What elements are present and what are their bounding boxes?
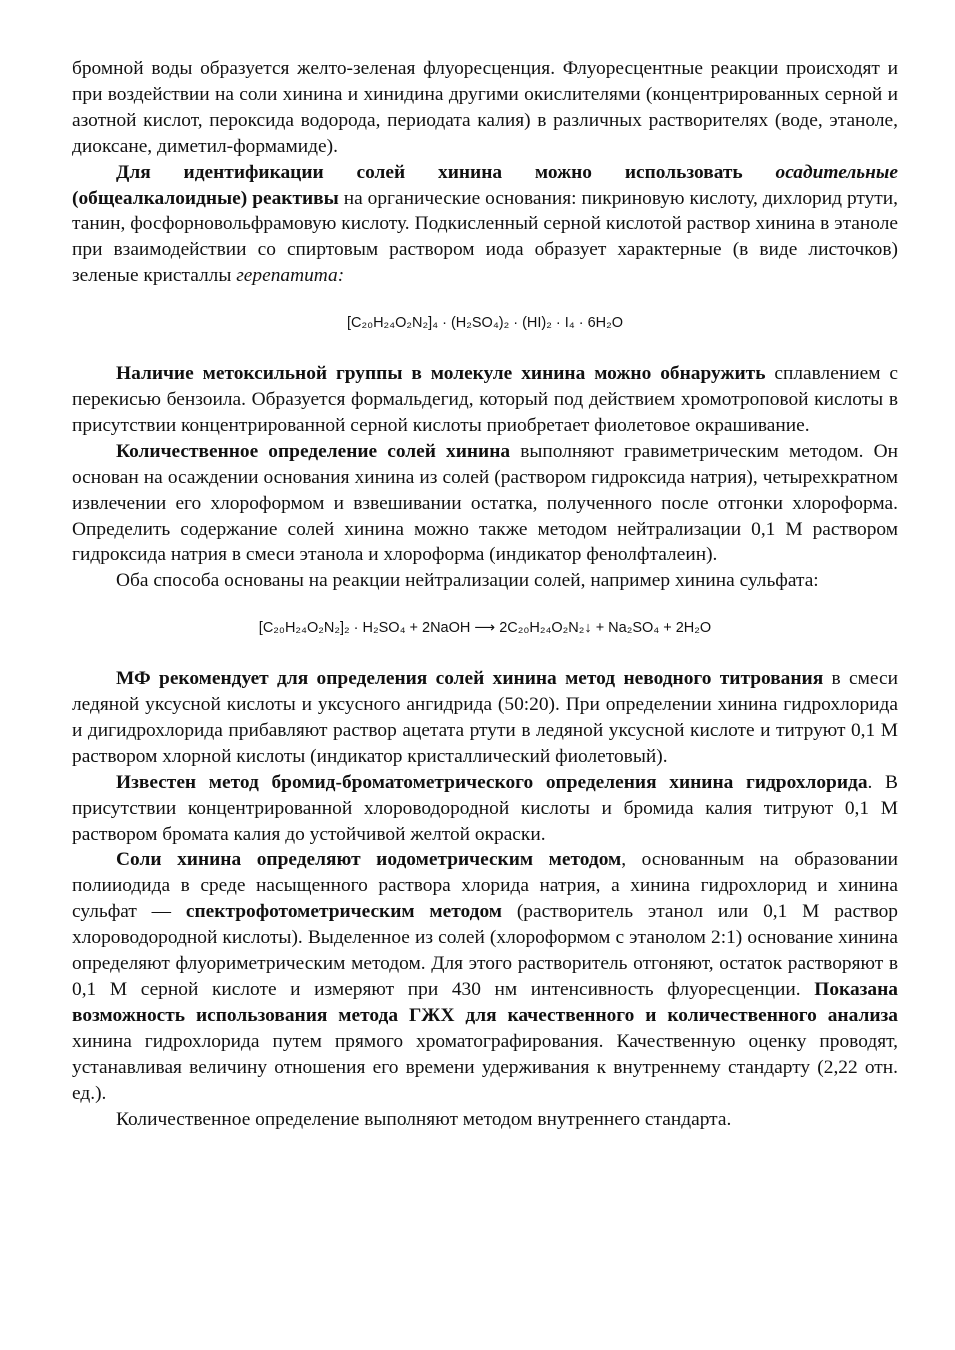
body-text: сплавлением с перекисью бензоила. Образуется формальдегид, который под действием хромотроповой кислоты в присутствии концентрированной серной кислоты приобретает фиолетовое окрашивание. (72, 363, 899, 436)
bold-phrase: Известен метод бромид-броматометрического определения хинина гидрохлорида (116, 771, 868, 793)
body-text: (растворитель этанол или 0,1 М раствор хлороводородной кислоты). Выделенное из солей (хлороформом с этанолом 2:1) основание хинина определяют флуориметрическим методом. Для этого растворитель отгоняют, остаток растворяют в 0,1 М серной кислоте и измеряют при 430 нм интенсивность флуоресценции. (72, 901, 898, 1000)
herepathite-formula: [C₂₀H₂₄O₂N₂]₄ · (H₂SO₄)₂ · (HI)₂ · I₄ · 6H₂O (346, 315, 624, 332)
bold-phrase: Показана возможность использования метода ГЖХ для качественного и количественного анализа (72, 979, 898, 1026)
body-text: хинина гидрохлорида путем прямого хроматографирования. Качественную оценку проводят, устанавливая величину отношения его времени удерживания к внутреннему стандарту (2,22 отн. ед.). (72, 1030, 898, 1104)
paragraph-bromatometry (72, 770, 898, 848)
paragraph-fluorescence: бромной воды образуется желто-зеленая флуоресценция. Флуоресцентные реакции происходят и при воздействии на соли хинина и хинидина другими окислителями (концентрированных серной и азотной кислот, пероксида водорода, периодата калия) в различных растворителях (воде, этаноле, диоксане, диметил-формамиде). (72, 58, 898, 157)
bold-phrase: (общеалкалоидные) реактивы (72, 187, 339, 209)
paragraph-identification-reagents (72, 160, 898, 290)
bold-phrase: Для идентификации солей хинина можно использовать (116, 161, 776, 183)
bold-phrase: МФ рекомендует для определения солей хинина метод неводного титрования (116, 668, 824, 690)
paragraph-methoxyl-group (72, 361, 898, 439)
paragraph-internal-standard: Количественное определение выполняют методом внутреннего стандарта. (116, 1108, 732, 1130)
bold-phrase: Соли хинина определяют иодометрическим методом (116, 849, 622, 871)
document-page (72, 56, 898, 1132)
paragraph-nonaqueous-titration (72, 666, 898, 770)
paragraph-neutralization: Оба способа основаны на реакции нейтрализации солей, например хинина сульфата: (116, 570, 819, 592)
bold-italic-phrase: осадительные (775, 161, 898, 183)
italic-term: герепатита: (236, 265, 345, 287)
body-text: на органические основания: пикриновую кислоту, дихлорид ртути, танин, фосфорновольфрамовую кислоту. Подкисленный серной кислотой раствор хинина в этаноле при взаимодействии со спиртовым раствором иода образует характерные (в виде листочков) зеленые кристаллы (72, 187, 898, 287)
body-text: , основанным на образовании полииодида в среде насыщенного раствора хлорида натрия, а хинина гидрохлорид и хинина сульфат — (72, 849, 898, 923)
body-text: . В присутствии концентрированной хлороводородной кислоты и бромида калия титруют 0,1 М раствором бромата калия до устойчивой желтой окраски. (72, 771, 898, 845)
neutralization-equation: [C₂₀H₂₄O₂N₂]₂ · H₂SO₄ + 2NaOH ⟶ 2C₂₀H₂₄O₂N₂↓ + Na₂SO₄ + 2H₂O (258, 620, 712, 637)
body-text: выполняют гравиметрическим методом. Он основан на осаждении основания хинина из солей (раствором гидроксида натрия), четырехкратном извлечении его хлороформом и взвешивании остатка, полученного после отгонки хлороформа. Определить содержание солей хинина можно также методом нейтрализации 0,1 М раствором гидроксида натрия в смеси этанола и хлороформа (индикатор фенолфталеин). (72, 440, 898, 566)
paragraph-quantitative-determination (72, 439, 898, 569)
bold-phrase: Количественное определение солей хинина (116, 440, 511, 462)
bold-phrase: спектрофотометрическим методом (185, 901, 502, 923)
bold-phrase: Наличие метоксильной группы в молекуле хинина можно обнаружить (116, 363, 766, 385)
body-text: в смеси ледяной уксусной кислоты и уксусного ангидрида (50:20). При определении хинина гидрохлорида и дигидрохлорида прибавляют раствор ацетата ртути в ледяной уксусной кислоте и титруют 0,1 М раствором хлорной кислоты (индикатор кристаллический фиолетовый). (72, 668, 898, 767)
paragraph-iodometry-spectrophotometry (72, 847, 898, 1106)
